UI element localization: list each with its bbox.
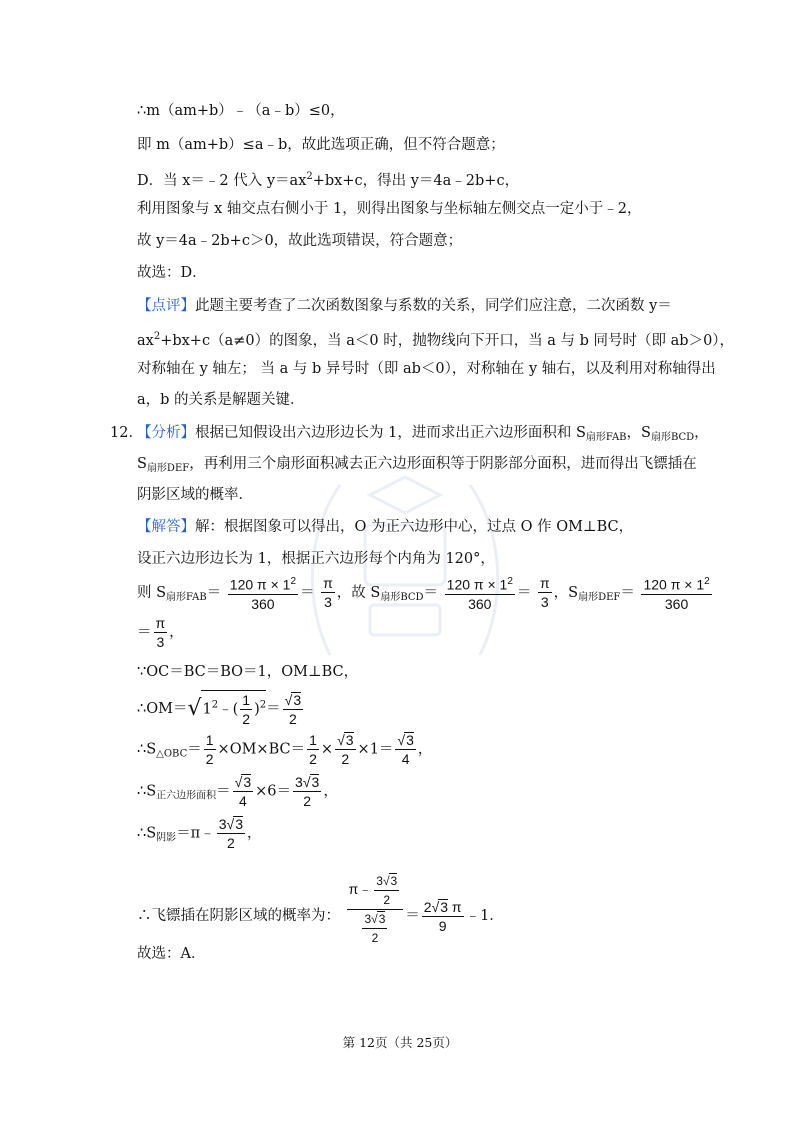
watermark-logo bbox=[300, 455, 510, 685]
question-number: 12． bbox=[110, 425, 143, 441]
text-line: D．当 x＝﹣2 代入 $y=ax^2+bx+c$，得出 y＝4a﹣2b+c， bbox=[137, 171, 520, 189]
text-line: 即 m（am+b）≤a﹣b，故此选项正确，但不符合题意； bbox=[137, 137, 505, 153]
solution-line: ∵OC＝BC＝BO＝1，OM⊥BC， bbox=[137, 664, 359, 680]
analysis-tag: 【分析】 bbox=[137, 425, 195, 441]
text-line: 利用图象与 x 轴交点右侧小于 1，则得出图象与坐标轴左侧交点一定小于﹣2， bbox=[137, 201, 642, 217]
triangle-area-formula: $\therefore S_{\triangle OBC}=$ $\frac{1}{2}$ ×OM×BC＝ $\frac{1}{2}$ × $\frac{√3}{2}$ ×1＝ $\frac{√3}{4}$ ， bbox=[137, 732, 433, 767]
solution-line: 【解答】解：根据图象可以得出，O 为正六边形中心，过点 O 作 OM⊥BC， bbox=[137, 519, 634, 535]
sector-area-formula: 则 $S_{扇形FAB}=$ $\frac{120 \pi \times 1^2}{360}$ ＝ $\frac{\pi}{3}$ ，故 $S_{扇形BCD}=$ $\frac{120 \pi \times 1^2}{360}$ ＝ $\frac{\pi}{3}$ ，$S_{扇形DEF}=$ $\frac{120 \pi \times 1^2}{360}$ bbox=[137, 573, 714, 613]
comment-line: 【点评】此题主要考查了二次函数图象与系数的关系，同学们应注意，二次函数 y＝ bbox=[137, 298, 672, 314]
om-formula: $\therefore OM=√1^2﹣$( $\frac{1}{2}$ )$^2$＝ $\frac{√3}{2}$ bbox=[137, 691, 302, 727]
analysis-line: 【分析】根据已知假设出六边形边长为 1，进而求出正六边形面积和 $S_{扇形FAB}$，$S_{扇形BCD}$， bbox=[137, 425, 709, 443]
comment-tag: 【点评】 bbox=[137, 298, 195, 314]
solution-line: 设正六边形边长为 1，根据正六边形每个内角为 120°， bbox=[137, 551, 495, 567]
analysis-line: 阴影区域的概率． bbox=[137, 487, 253, 503]
analysis-line: $S_{扇形DEF}$，再利用三个扇形面积减去正六边形面积等于阴影部分面积，进而得出飞镖插在 bbox=[137, 456, 697, 474]
text-line: ∴m（am+b）﹣（a﹣b）≤0， bbox=[137, 103, 345, 119]
text-line: 故 y＝4a﹣2b+c＞0，故此选项错误，符合题意； bbox=[137, 233, 463, 249]
comment-line: 对称轴在 y 轴左； 当 a 与 b 异号时（即 ab＜0），对称轴在 y 轴右，以及利用对称轴得出 bbox=[137, 361, 716, 377]
solution-line: 故选：A． bbox=[137, 946, 206, 962]
sector-area-formula-cont: ＝ $\frac{\pi}{3}$ ， bbox=[137, 615, 184, 650]
probability-formula: ∴飞镖插在阴影区域的概率为： π﹣ $\frac{3√3}{2}$ $\frac{3√3}{2}$ ＝ $\frac{2√3 \pi}{9}$ ﹣1． bbox=[137, 874, 504, 945]
shaded-area-formula: $\therefore S_{阴影}=\pi﹣$ $\frac{3√3}{2}$ ， bbox=[137, 816, 262, 851]
comment-line: a，b 的关系是解题关键． bbox=[137, 392, 305, 408]
hexagon-area-formula: $\therefore S_{正六边形面积}=$ $\frac{√3}{4}$ ×6＝ $\frac{3√3}{2}$ ， bbox=[137, 774, 338, 809]
solution-tag: 【解答】 bbox=[137, 519, 195, 535]
text-line: 故选：D． bbox=[137, 265, 207, 281]
comment-line: $ax^2+bx+c(a\ne 0)$的图象，当 a＜0 时，抛物线向下开口，当 a 与 b 同号时（即 ab＞0）， bbox=[137, 331, 735, 349]
page-footer: 第 12页（共 25页） bbox=[342, 1035, 458, 1050]
